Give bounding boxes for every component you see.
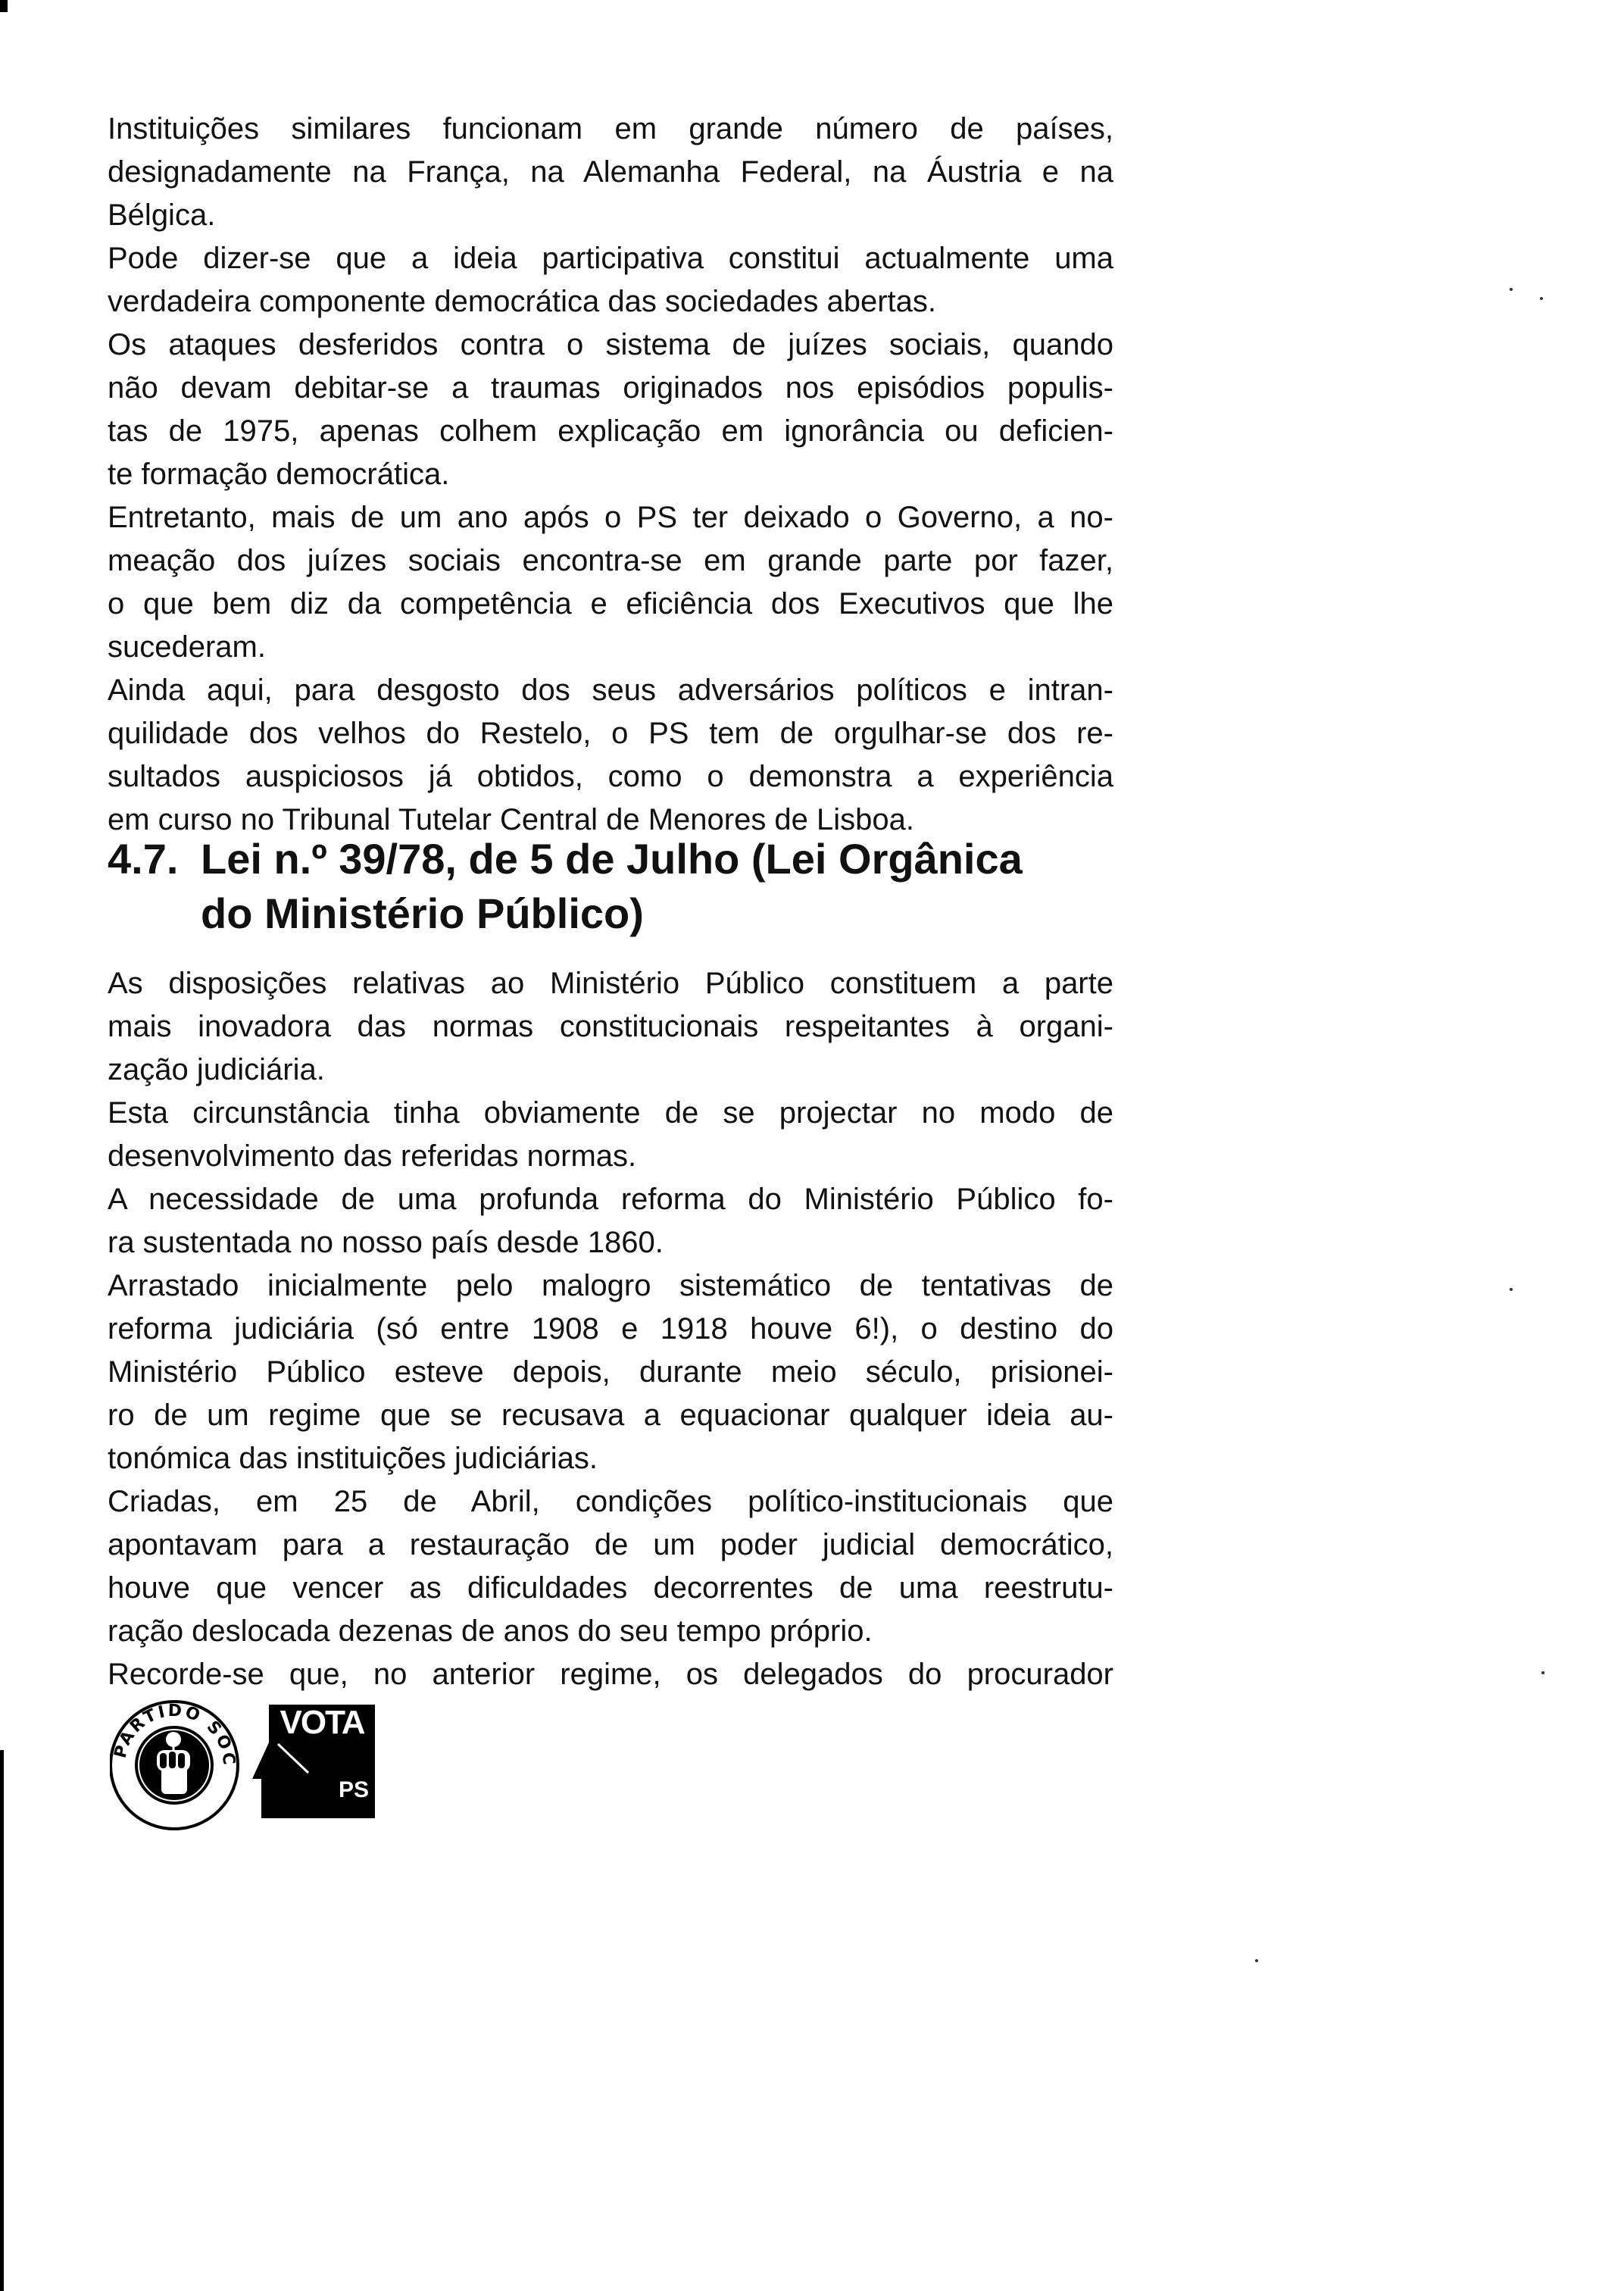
- text-line: designadamente na França, na Alemanha Federal, na Áustria e na: [108, 155, 1113, 189]
- seal-text: PARTIDO SOC: [111, 1701, 239, 1768]
- text-line: verdadeira componente democrática das sociedades abertas.: [108, 285, 936, 318]
- scan-speck: [1255, 1959, 1258, 1962]
- text-line: Pode dizer-se que a ideia participativa constitui actualmente uma: [108, 242, 1113, 275]
- text-line: quilidade dos velhos do Restelo, o PS tem de orgulhar-se dos re-: [108, 717, 1113, 750]
- party-seal-logo: [110, 1697, 239, 1829]
- text-line: ro de um regime que se recusava a equacionar qualquer ideia au-: [108, 1399, 1113, 1432]
- section-title-line-1: Lei n.º 39/78, de 5 de Julho (Lei Orgânica: [201, 835, 1023, 883]
- scan-speck: [1510, 1288, 1513, 1291]
- section-heading: [108, 832, 1123, 941]
- text-line: em curso no Tribunal Tutelar Central de Menores de Lisboa.: [108, 803, 915, 836]
- text-line: Arrastado inicialmente pelo malogro sistemático de tentativas de: [108, 1269, 1113, 1302]
- scan-speck: [1541, 1671, 1544, 1674]
- text-line: Entretanto, mais de um ano após o PS ter deixado o Governo, a no-: [108, 501, 1113, 534]
- text-line: Esta circunstância tinha obviamente de se projectar no modo de: [108, 1096, 1113, 1130]
- text-line: o que bem diz da competência e eficiência dos Executivos que lhe: [108, 587, 1113, 620]
- scan-speck: [1510, 288, 1513, 291]
- text-line: meação dos juízes sociais encontra-se em grande parte por fazer,: [108, 544, 1113, 577]
- text-line: mais inovadora das normas constitucionais respeitantes à organi-: [108, 1010, 1113, 1043]
- text-line: desenvolvimento das referidas normas.: [108, 1139, 637, 1173]
- text-line: reforma judiciária (só entre 1908 e 1918 houve 6!), o destino do: [108, 1312, 1113, 1346]
- intro-text: [108, 108, 1113, 842]
- vote-badge-top-text: VOTA: [280, 1704, 364, 1741]
- body-text: [108, 962, 1113, 1696]
- text-line: Os ataques desferidos contra o sistema de juízes sociais, quando: [108, 328, 1113, 361]
- text-line: Criadas, em 25 de Abril, condições político-institucionais que: [108, 1485, 1113, 1518]
- text-line: apontavam para a restauração de um poder judicial democrático,: [108, 1528, 1113, 1561]
- text-line: A necessidade de uma profunda reforma do Ministério Público fo-: [108, 1183, 1113, 1216]
- text-line: Ministério Público esteve depois, durante meio século, prisionei-: [108, 1355, 1113, 1389]
- section-number: 4.7.: [108, 835, 179, 883]
- text-line: As disposições relativas ao Ministério Público constituem a parte: [108, 967, 1113, 1000]
- vote-badge-bottom-text: PS: [338, 1777, 370, 1802]
- text-line: houve que vencer as dificuldades decorrentes de uma reestrutu-: [108, 1571, 1113, 1605]
- text-line: sucederam.: [108, 630, 266, 664]
- text-line: ração deslocada dezenas de anos do seu tempo próprio.: [108, 1614, 873, 1648]
- text-line: sultados auspiciosos já obtidos, como o demonstra a experiência: [108, 760, 1113, 793]
- text-line: Bélgica.: [108, 198, 216, 232]
- text-line: zação judiciária.: [108, 1053, 325, 1086]
- text-line: te formação democrática.: [108, 458, 450, 491]
- vote-ps-badge: [252, 1704, 375, 1818]
- party-logos: [110, 1697, 428, 1833]
- scan-speck: [1540, 297, 1543, 300]
- text-line: Ainda aqui, para desgosto dos seus adversários políticos e intran-: [108, 674, 1113, 707]
- text-line: Instituições similares funcionam em grande número de países,: [108, 112, 1113, 145]
- scan-mark-top: [0, 0, 8, 12]
- text-line: tas de 1975, apenas colhem explicação em ignorância ou deficien-: [108, 414, 1113, 448]
- text-line: ra sustentada no nosso país desde 1860.: [108, 1226, 664, 1259]
- text-line: não devam debitar-se a traumas originados nos episódios populis-: [108, 371, 1113, 405]
- section-title-line-2: do Ministério Público): [201, 889, 644, 937]
- text-line: Recorde-se que, no anterior regime, os delegados do procurador: [108, 1658, 1113, 1691]
- text-line: tonómica das instituições judiciárias.: [108, 1442, 598, 1475]
- scan-mark-left-edge: [0, 1750, 4, 2291]
